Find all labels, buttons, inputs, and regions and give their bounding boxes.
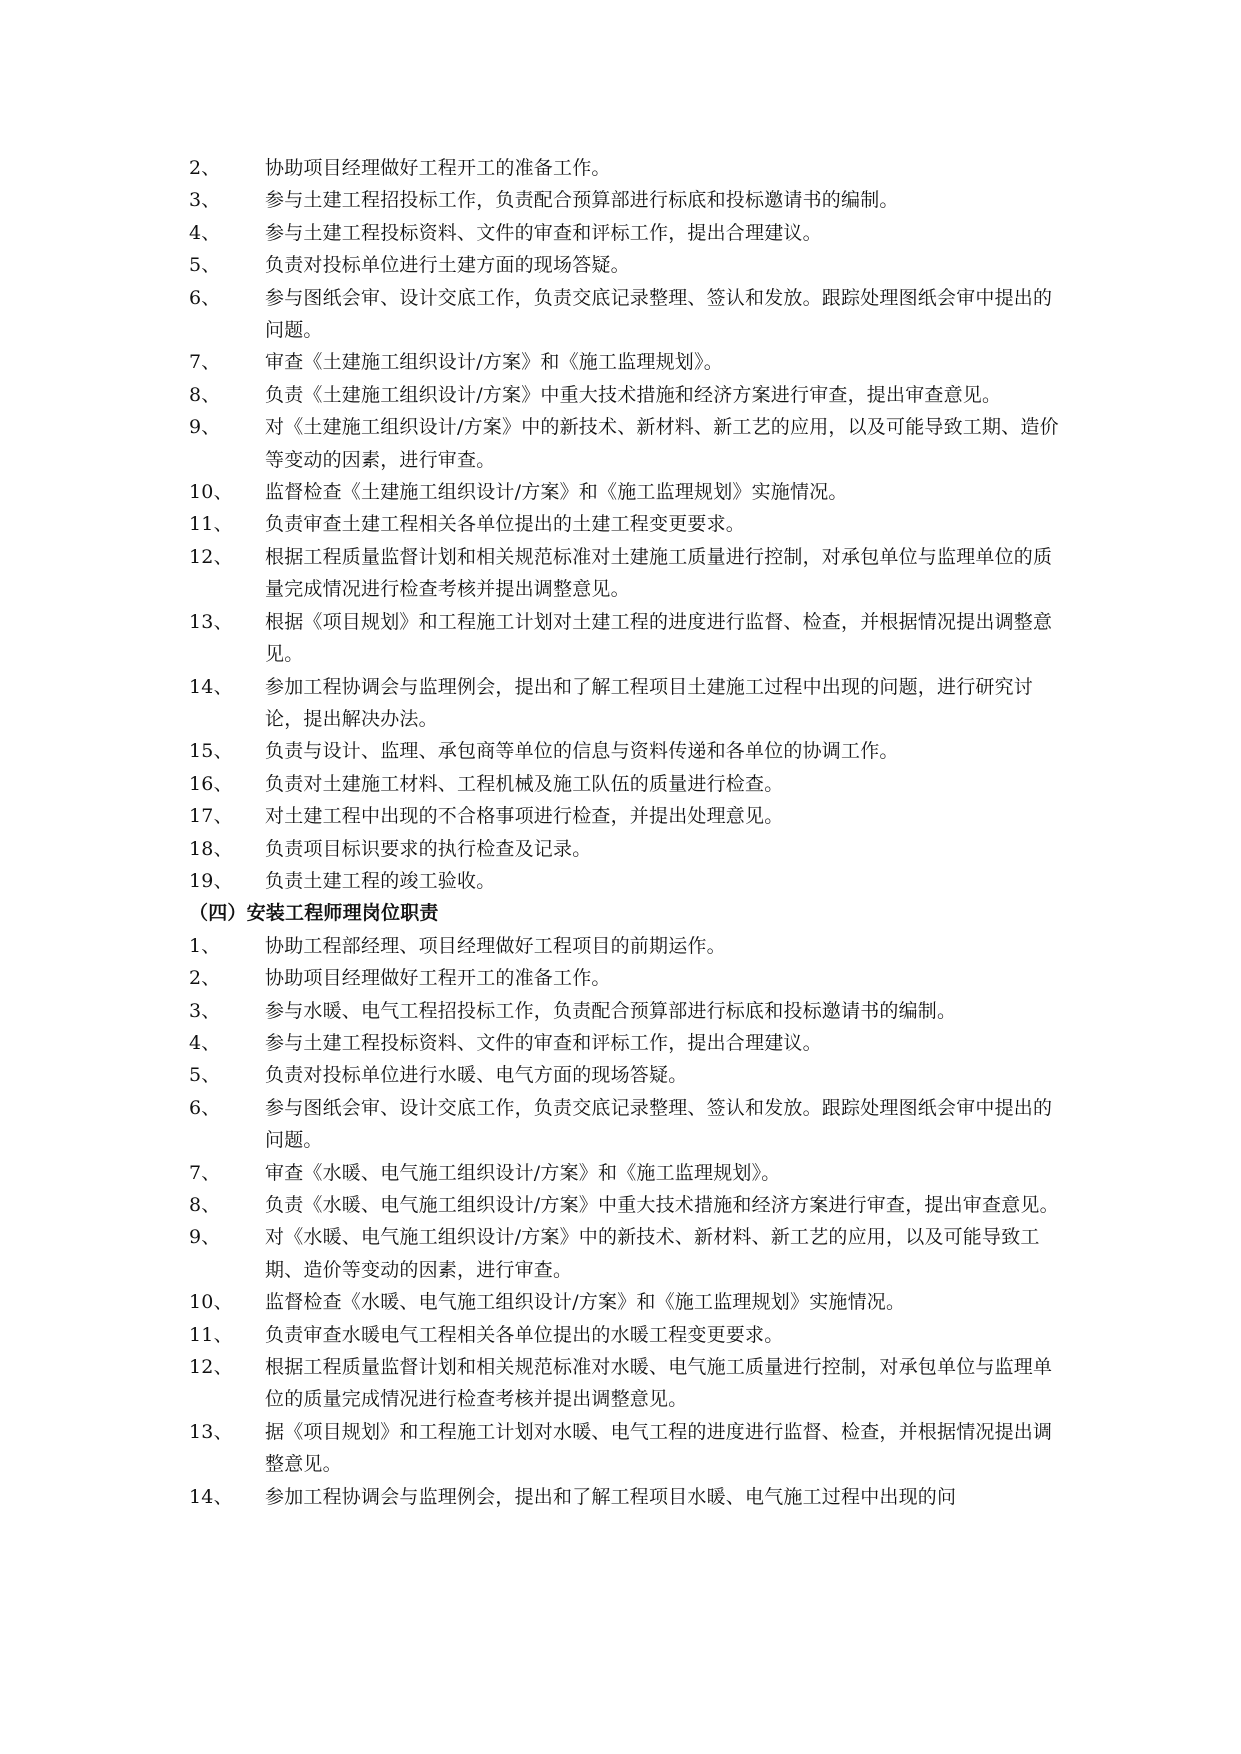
item-text: 负责对投标单位进行土建方面的现场答疑。	[265, 254, 630, 277]
item-text: 参与图纸会审、设计交底工作，负责交底记录整理、签认和发放。跟踪处理图纸会审中提出的问题。	[265, 286, 1053, 342]
list-item	[189, 152, 1059, 184]
item-number: 8、	[189, 383, 221, 406]
item-text: 负责对土建施工材料、工程机械及施工队伍的质量进行检查。	[265, 772, 784, 795]
item-text: 审查《水暖、电气施工组织设计/方案》和《施工监理规划》。	[265, 1161, 781, 1184]
item-number: 11、	[189, 513, 233, 536]
list-item	[189, 249, 1059, 281]
item-number: 16、	[189, 772, 233, 795]
item-number: 5、	[189, 1064, 221, 1087]
item-text: 负责对投标单位进行水暖、电气方面的现场答疑。	[265, 1064, 688, 1087]
list-item	[189, 930, 1059, 962]
installation-duties-list	[189, 930, 1059, 1513]
list-item	[189, 735, 1059, 767]
list-item	[189, 962, 1059, 994]
list-item	[189, 1157, 1059, 1189]
item-number: 7、	[189, 351, 221, 374]
item-number: 9、	[189, 416, 221, 439]
item-text: 协助项目经理做好工程开工的准备工作。	[265, 157, 611, 179]
list-item	[189, 833, 1059, 865]
list-item	[189, 995, 1059, 1027]
item-number: 13、	[189, 1420, 233, 1443]
list-item	[189, 671, 1059, 736]
item-number: 19、	[189, 869, 233, 892]
item-text: 参与水暖、电气工程招投标工作，负责配合预算部进行标底和投标邀请书的编制。	[265, 999, 957, 1022]
item-text: 负责项目标识要求的执行检查及记录。	[265, 837, 592, 860]
item-number: 7、	[189, 1161, 221, 1184]
list-item	[189, 1351, 1059, 1416]
item-number: 5、	[189, 254, 221, 277]
document-body	[189, 152, 1059, 1513]
item-text: 负责与设计、监理、承包商等单位的信息与资料传递和各单位的协调工作。	[265, 740, 899, 763]
item-number: 2、	[189, 157, 221, 179]
item-number: 18、	[189, 837, 233, 860]
item-text: 参与图纸会审、设计交底工作，负责交底记录整理、签认和发放。跟踪处理图纸会审中提出的问题。	[265, 1096, 1053, 1152]
list-item	[189, 800, 1059, 832]
list-item	[189, 1189, 1059, 1221]
list-item	[189, 606, 1059, 671]
item-number: 3、	[189, 189, 221, 212]
item-number: 3、	[189, 999, 221, 1022]
item-number: 9、	[189, 1226, 221, 1249]
item-number: 10、	[189, 1291, 233, 1314]
item-text: 监督检查《土建施工组织设计/方案》和《施工监理规划》实施情况。	[265, 481, 848, 504]
item-text: 协助项目经理做好工程开工的准备工作。	[265, 967, 611, 990]
section-heading: （四）安装工程师理岗位职责	[189, 902, 439, 925]
item-text: 负责《土建施工组织设计/方案》中重大技术措施和经济方案进行审查，提出审查意见。	[265, 383, 1002, 406]
item-text: 参加工程协调会与监理例会，提出和了解工程项目土建施工过程中出现的问题，进行研究讨论，提出解决办法。	[265, 675, 1034, 730]
item-number: 11、	[189, 1323, 233, 1346]
item-number: 4、	[189, 1031, 221, 1054]
item-text: 负责审查土建工程相关各单位提出的土建工程变更要求。	[265, 513, 746, 536]
item-text: 对《水暖、电气施工组织设计/方案》中的新技术、新材料、新工艺的应用，以及可能导致工期、造价等变动的因素，进行审查。	[265, 1226, 1040, 1281]
item-text: 参与土建工程投标资料、文件的审查和评标工作，提出合理建议。	[265, 1031, 822, 1054]
item-number: 6、	[189, 1096, 221, 1119]
item-number: 10、	[189, 481, 233, 504]
item-number: 17、	[189, 805, 233, 828]
list-item	[189, 1059, 1059, 1091]
item-number: 14、	[189, 1485, 233, 1508]
list-item	[189, 768, 1059, 800]
list-item	[189, 1221, 1059, 1286]
item-text: 负责《水暖、电气施工组织设计/方案》中重大技术措施和经济方案进行审查，提出审查意见。	[265, 1194, 1059, 1216]
list-item	[189, 411, 1059, 476]
list-item	[189, 508, 1059, 540]
list-item	[189, 184, 1059, 216]
list-item	[189, 1092, 1059, 1157]
item-number: 13、	[189, 610, 233, 633]
list-item	[189, 282, 1059, 347]
item-number: 8、	[189, 1194, 221, 1216]
item-number: 12、	[189, 1356, 233, 1379]
list-item	[189, 217, 1059, 249]
list-item	[189, 1416, 1059, 1481]
list-item	[189, 346, 1059, 378]
list-item	[189, 1286, 1059, 1318]
item-text: 审查《土建施工组织设计/方案》和《施工监理规划》。	[265, 351, 723, 374]
item-text: 根据工程质量监督计划和相关规范标准对水暖、电气施工质量进行控制，对承包单位与监理单位的质量完成情况进行检查考核并提出调整意见。	[265, 1356, 1053, 1411]
list-item	[189, 1319, 1059, 1351]
item-number: 4、	[189, 221, 221, 244]
civil-duties-list	[189, 152, 1059, 897]
item-text: 参与土建工程招投标工作，负责配合预算部进行标底和投标邀请书的编制。	[265, 189, 899, 212]
list-item	[189, 379, 1059, 411]
item-text: 根据工程质量监督计划和相关规范标准对土建施工质量进行控制，对承包单位与监理单位的质量完成情况进行检查考核并提出调整意见。	[265, 545, 1053, 601]
item-number: 6、	[189, 286, 221, 309]
item-number: 12、	[189, 545, 233, 568]
item-text: 对土建工程中出现的不合格事项进行检查，并提出处理意见。	[265, 805, 784, 828]
item-number: 2、	[189, 967, 221, 990]
list-item	[189, 1027, 1059, 1059]
list-item	[189, 1481, 1059, 1513]
item-text: 对《土建施工组织设计/方案》中的新技术、新材料、新工艺的应用，以及可能导致工期、造价等变动的因素，进行审查。	[265, 416, 1059, 471]
item-number: 15、	[189, 740, 233, 763]
item-text: 负责土建工程的竣工验收。	[265, 869, 496, 892]
item-text: 参与土建工程投标资料、文件的审查和评标工作，提出合理建议。	[265, 221, 822, 244]
list-item	[189, 541, 1059, 606]
item-number: 14、	[189, 675, 233, 698]
item-number: 1、	[189, 934, 221, 957]
list-item	[189, 476, 1059, 508]
item-text: 负责审查水暖电气工程相关各单位提出的水暖工程变更要求。	[265, 1323, 784, 1346]
list-item	[189, 865, 1059, 897]
item-text: 监督检查《水暖、电气施工组织设计/方案》和《施工监理规划》实施情况。	[265, 1291, 906, 1314]
item-text: 根据《项目规划》和工程施工计划对土建工程的进度进行监督、检查，并根据情况提出调整意见。	[265, 610, 1053, 666]
item-text: 协助工程部经理、项目经理做好工程项目的前期运作。	[265, 934, 726, 957]
item-text: 据《项目规划》和工程施工计划对水暖、电气工程的进度进行监督、检查，并根据情况提出调整意见。	[265, 1420, 1053, 1476]
item-text: 参加工程协调会与监理例会，提出和了解工程项目水暖、电气施工过程中出现的问	[265, 1485, 957, 1508]
